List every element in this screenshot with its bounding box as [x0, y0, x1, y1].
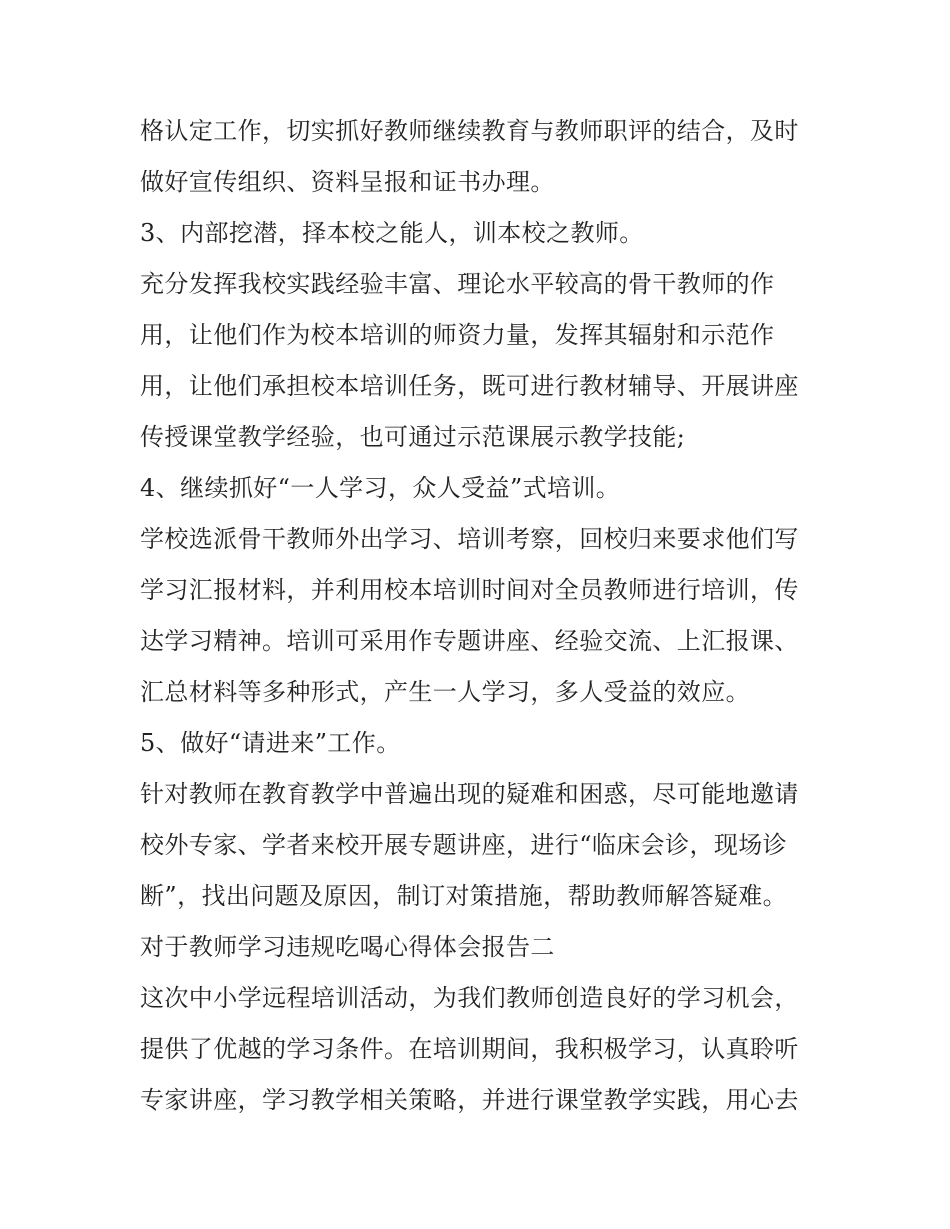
text-line: 学校选派骨干教师外出学习、培训考察，回校归来要求他们写	[140, 525, 799, 553]
section-heading: 3、内部挖潜，择本校之能人，训本校之教师。	[140, 219, 644, 247]
text-line: 做好宣传组织、资料呈报和证书办理。	[140, 168, 555, 196]
text-line: 用，让他们承担校本培训任务，既可进行教材辅导、开展讲座	[140, 372, 799, 400]
document-body	[140, 106, 820, 1126]
section-heading: 4、继续抓好“一人学习，众人受益”式培训。	[140, 474, 621, 502]
text-line: 达学习精神。培训可采用作专题讲座、经验交流、上汇报课、	[140, 627, 799, 655]
report-title: 对于教师学习违规吃喝心得体会报告二	[140, 933, 555, 961]
text-line: 校外专家、学者来校开展专题讲座，进行“临床会诊，现场诊	[140, 831, 788, 859]
text-line: 提供了优越的学习条件。在培训期间，我积极学习，认真聆听	[140, 1035, 799, 1063]
section-heading: 5、做好“请进来”工作。	[140, 729, 401, 757]
text-line: 传授课堂教学经验，也可通过示范课展示教学技能;	[140, 423, 686, 451]
text-line: 充分发挥我校实践经验丰富、理论水平较高的骨干教师的作	[140, 270, 775, 298]
text-line: 学习汇报材料，并利用校本培训时间对全员教师进行培训，传	[140, 576, 799, 604]
text-line: 汇总材料等多种形式，产生一人学习，多人受益的效应。	[140, 678, 750, 706]
text-line: 用，让他们作为校本培训的师资力量，发挥其辐射和示范作	[140, 321, 775, 349]
text-line: 这次中小学远程培训活动，为我们教师创造良好的学习机会，	[140, 984, 799, 1012]
text-line: 断”，找出问题及原因，制订对策措施，帮助教师解答疑难。	[140, 882, 788, 910]
text-line: 格认定工作，切实抓好教师继续教育与教师职评的结合，及时	[140, 117, 799, 145]
text-line: 针对教师在教育教学中普遍出现的疑难和困惑，尽可能地邀请	[140, 780, 799, 808]
text-line: 专家讲座，学习教学相关策略，并进行课堂教学实践，用心去	[140, 1086, 799, 1114]
